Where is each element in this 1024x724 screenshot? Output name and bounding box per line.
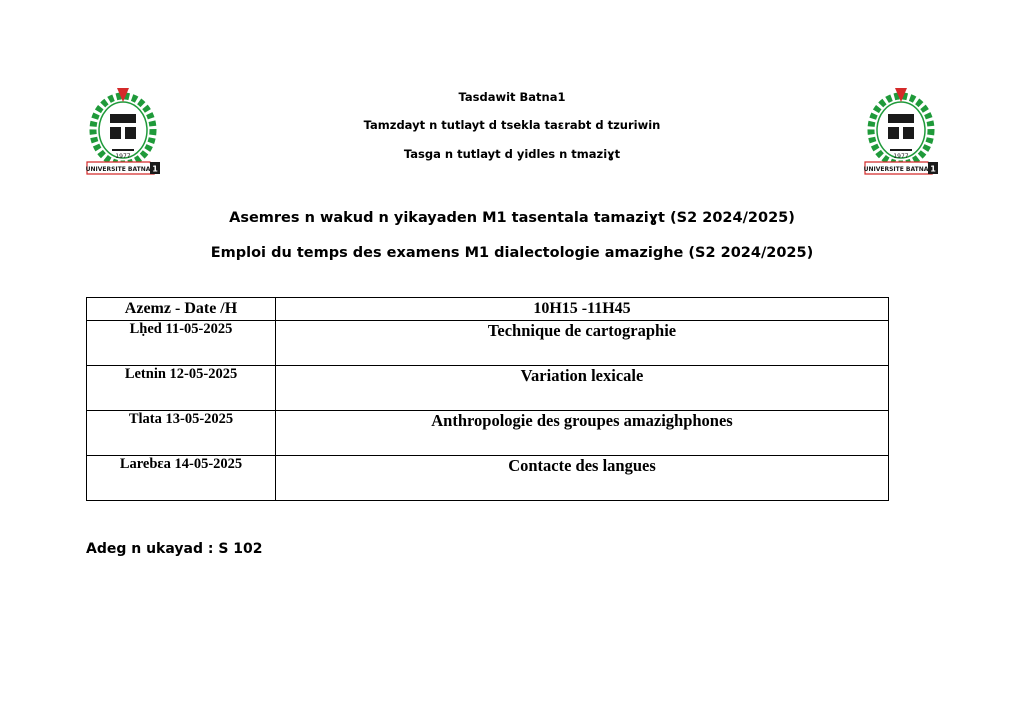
- svg-text:1977: 1977: [893, 153, 909, 160]
- table-row: [87, 366, 889, 411]
- column-header-date: Azemz - Date /H: [87, 298, 276, 321]
- university-name: Tasdawit Batna1: [458, 90, 566, 104]
- exam-subject: Technique de cartographie: [276, 321, 889, 366]
- svg-text:1: 1: [152, 164, 158, 174]
- table-row: [87, 321, 889, 366]
- exam-subject: Variation lexicale: [276, 366, 889, 411]
- exam-schedule-table: [86, 297, 889, 501]
- svg-text:UNIVERSITE BATNA: UNIVERSITE BATNA: [85, 166, 151, 173]
- faculty-name: Tamzdayt n tutlayt d tsekla taɛrabt d tzuriwin: [363, 118, 661, 132]
- table-row: [87, 411, 889, 456]
- page-title-french: Emploi du temps des examens M1 dialectologie amazighe (S2 2024/2025): [210, 245, 814, 261]
- page-title-tamazight: Asemres n wakud n yikayaden M1 tasentala tamaziɣt (S2 2024/2025): [229, 210, 795, 226]
- exam-date: Larebɛa 14-05-2025: [87, 456, 276, 501]
- exam-room: Adeg n ukayad : S 102: [86, 541, 263, 557]
- department-name: Tasga n tutlayt d yidles n tmaziɣt: [403, 147, 621, 161]
- exam-date: Tlata 13-05-2025: [87, 411, 276, 456]
- exam-subject: Contacte des langues: [276, 456, 889, 501]
- table-row: [87, 456, 889, 501]
- table-header-row: [87, 298, 889, 321]
- column-header-time: 10H15 -11H45: [276, 298, 889, 321]
- svg-text:1: 1: [930, 164, 936, 174]
- svg-text:UNIVERSITE BATNA: UNIVERSITE BATNA: [863, 166, 929, 173]
- exam-date: Letnin 12-05-2025: [87, 366, 276, 411]
- exam-date: Lḥed 11-05-2025: [87, 321, 276, 366]
- exam-subject: Anthropologie des groupes amazighphones: [276, 411, 889, 456]
- svg-text:1977: 1977: [115, 153, 131, 160]
